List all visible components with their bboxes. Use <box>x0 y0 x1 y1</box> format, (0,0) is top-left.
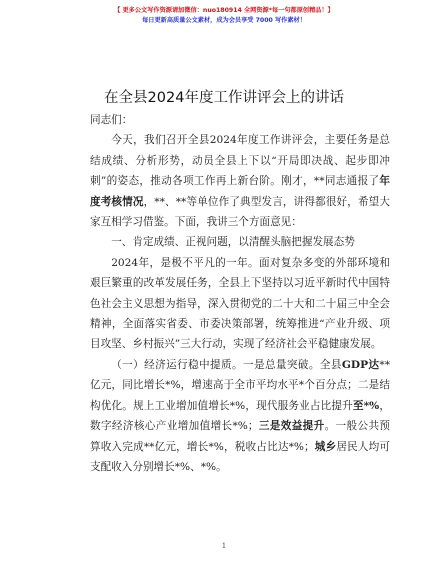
paragraph-review: 2024年，是极不平凡的一年。面对复杂多变的外部环境和艰巨繁重的改革发展任务，全县上下坚持以习近平新时代中国特色社会主义思想为指导，深入贯彻党的二十大和二十届三中全会精神，全面落实省委、市委决策部署，统筹推进“产业升级、项目攻坚、乡村振兴”三大行动，实现了经济社会平稳健康发展。 <box>90 256 390 351</box>
economy-text-5: 居民人均可支配收入分别增长*%、*%。 <box>90 440 391 473</box>
salutation: 同志们： <box>90 114 133 126</box>
paragraph-opening-text-2: ，**、**等单位作了典型发言，讲得都很好，希望大家互相学习借鉴。下面，我讲三个方面意见： <box>90 195 390 229</box>
page-number: 1 <box>221 542 227 550</box>
section-heading-1: 一、肯定成绩、正视问题，以清醒头脑把握发展态势 <box>111 236 355 249</box>
economy-text-3: ，数字经济核心产业增加值增长*%； <box>90 399 391 433</box>
economy-bold-ratio: 至*% <box>352 399 380 412</box>
economy-text-1: （一）经济运行稳中提质。一是总量突破。全县 <box>111 358 342 371</box>
document-body <box>90 110 390 477</box>
economy-text-2: **亿元，同比增长*%，增速高于全市平均水平*个百分点；二是结构优化。规上工业增加值增长*%，现代服务业占比提升 <box>90 358 391 412</box>
economy-bold-gdp: GDP达 <box>341 358 380 371</box>
economy-text-4: 。一般公共预算收入完成**亿元，增长*%，税收占比达*%； <box>90 420 390 453</box>
paragraph-economy <box>90 355 390 477</box>
paragraph-opening <box>90 130 390 232</box>
economy-bold-benefit: 三是效益提升 <box>258 420 325 433</box>
promo-banner-line-1: 【 更多公文写作资源请加微信：nuo180914 全网资源*每一句都原创精品！】 <box>114 7 334 14</box>
promo-banner <box>0 6 448 26</box>
paragraph-opening-text-1: 今天，我们召开全县2024年度工作讲评会，主要任务是总结成绩、分析形势，动员全县上下以“开局即决战、起步即冲刺”的姿态，推动各项工作再上新台阶。刚才，**同志通报了 <box>90 134 390 188</box>
promo-banner-line-2: 每日更新高质量公文素材，成为会员享受 7000 写作素材！ <box>142 17 306 24</box>
economy-bold-urban: 城乡 <box>314 440 337 453</box>
paragraph-opening-bold: 年度考核情况 <box>90 175 390 208</box>
document-title: 在全县2024年度工作讲评会上的讲话 <box>104 90 344 106</box>
